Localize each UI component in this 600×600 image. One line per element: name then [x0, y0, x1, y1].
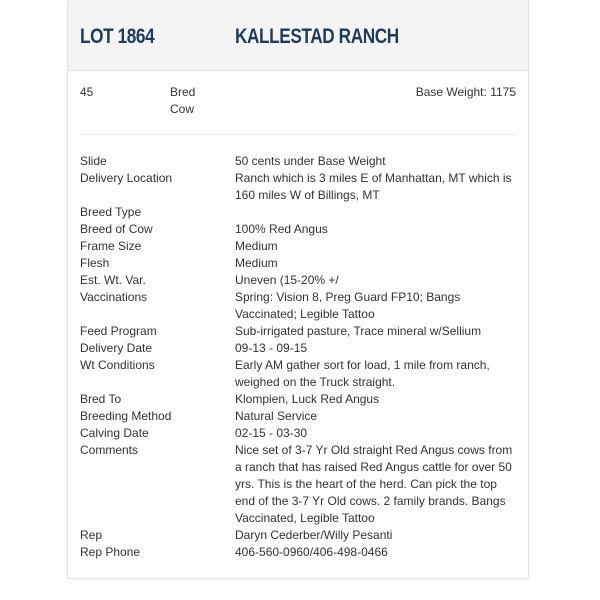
detail-label: Calving Date: [80, 426, 149, 440]
detail-label: Slide: [80, 154, 107, 168]
detail-value: 100% Red Angus: [235, 222, 328, 236]
detail-label: Rep Phone: [80, 545, 141, 559]
detail-value: 406-560-0960/406-498-0466: [235, 545, 388, 559]
detail-label: Comments: [80, 443, 139, 457]
detail-label: Breeding Method: [80, 409, 172, 423]
detail-value: Uneven (15-20% +/: [235, 273, 339, 287]
detail-label: Delivery Date: [80, 341, 153, 355]
detail-value: Sub-irrigated pasture, Trace mineral w/Sellium: [235, 324, 482, 338]
lot-summary: [80, 84, 516, 134]
detail-value: 02-15 - 03-30: [235, 426, 308, 440]
detail-row: [80, 255, 520, 272]
ranch-name: KALLESTAD RANCH: [235, 25, 399, 48]
detail-value: [235, 204, 520, 221]
detail-label: Feed Program: [80, 324, 157, 338]
detail-value: Daryn Cederber/Willy Pesanti: [235, 528, 393, 542]
detail-value: Klompien, Luck Red Angus: [235, 392, 380, 406]
detail-row: [80, 289, 520, 323]
detail-row: [80, 323, 520, 340]
detail-value: Medium: [235, 239, 278, 253]
detail-row: [80, 153, 520, 170]
detail-row: [80, 425, 520, 442]
detail-label: Est. Wt. Var.: [80, 273, 146, 287]
detail-label: Flesh: [80, 256, 110, 270]
detail-value: Early AM gather sort for load, 1 mile from ranch, weighed on the Truck straight.: [235, 358, 490, 389]
summary-divider: [80, 134, 516, 135]
detail-row: [80, 527, 520, 544]
head-count: 45: [80, 85, 94, 99]
detail-value: Ranch which is 3 miles E of Manhattan, MT which is 160 miles W of Billings, MT: [235, 171, 512, 202]
detail-label: Frame Size: [80, 239, 142, 253]
detail-label: Delivery Location: [80, 171, 173, 185]
detail-label: Breed Type: [80, 205, 142, 219]
detail-value: Spring: Vision 8, Preg Guard FP10; Bangs Vaccinated; Legible Tattoo: [235, 290, 461, 321]
detail-row: [80, 544, 520, 561]
detail-value: 09-13 - 09-15: [235, 341, 308, 355]
detail-label: Vaccinations: [80, 290, 148, 304]
detail-value: Nice set of 3-7 Yr Old straight Red Angus cows from a ranch that has raised Red Angus cattle for over 50 yrs. This is the heart of the herd. Can pick the top end of the 3-7 Yr Old cows. 2 family brands. Bangs Vaccinated, Legible Tattoo: [235, 443, 513, 525]
detail-label: Breed of Cow: [80, 222, 153, 236]
detail-row: [80, 272, 520, 289]
detail-label: Bred To: [80, 392, 122, 406]
detail-row: [80, 238, 520, 255]
lot-details: [80, 153, 520, 561]
lot-header: [68, 0, 528, 71]
detail-row: [80, 408, 520, 425]
detail-value: Natural Service: [235, 409, 318, 423]
cattle-type: Bred Cow: [170, 85, 196, 116]
detail-row: [80, 204, 520, 221]
detail-row: [80, 170, 520, 204]
detail-row: [80, 391, 520, 408]
detail-label: Rep: [80, 528, 103, 542]
detail-row: [80, 357, 520, 391]
base-weight: Base Weight: 1175: [415, 85, 516, 99]
detail-row: [80, 340, 520, 357]
detail-row: [80, 442, 520, 527]
detail-row: [80, 221, 520, 238]
lot-number: LOT 1864: [80, 25, 155, 48]
detail-value: 50 cents under Base Weight: [235, 154, 386, 168]
lot-card: [67, 0, 529, 579]
detail-label: Wt Conditions: [80, 358, 155, 372]
detail-value: Medium: [235, 256, 278, 270]
